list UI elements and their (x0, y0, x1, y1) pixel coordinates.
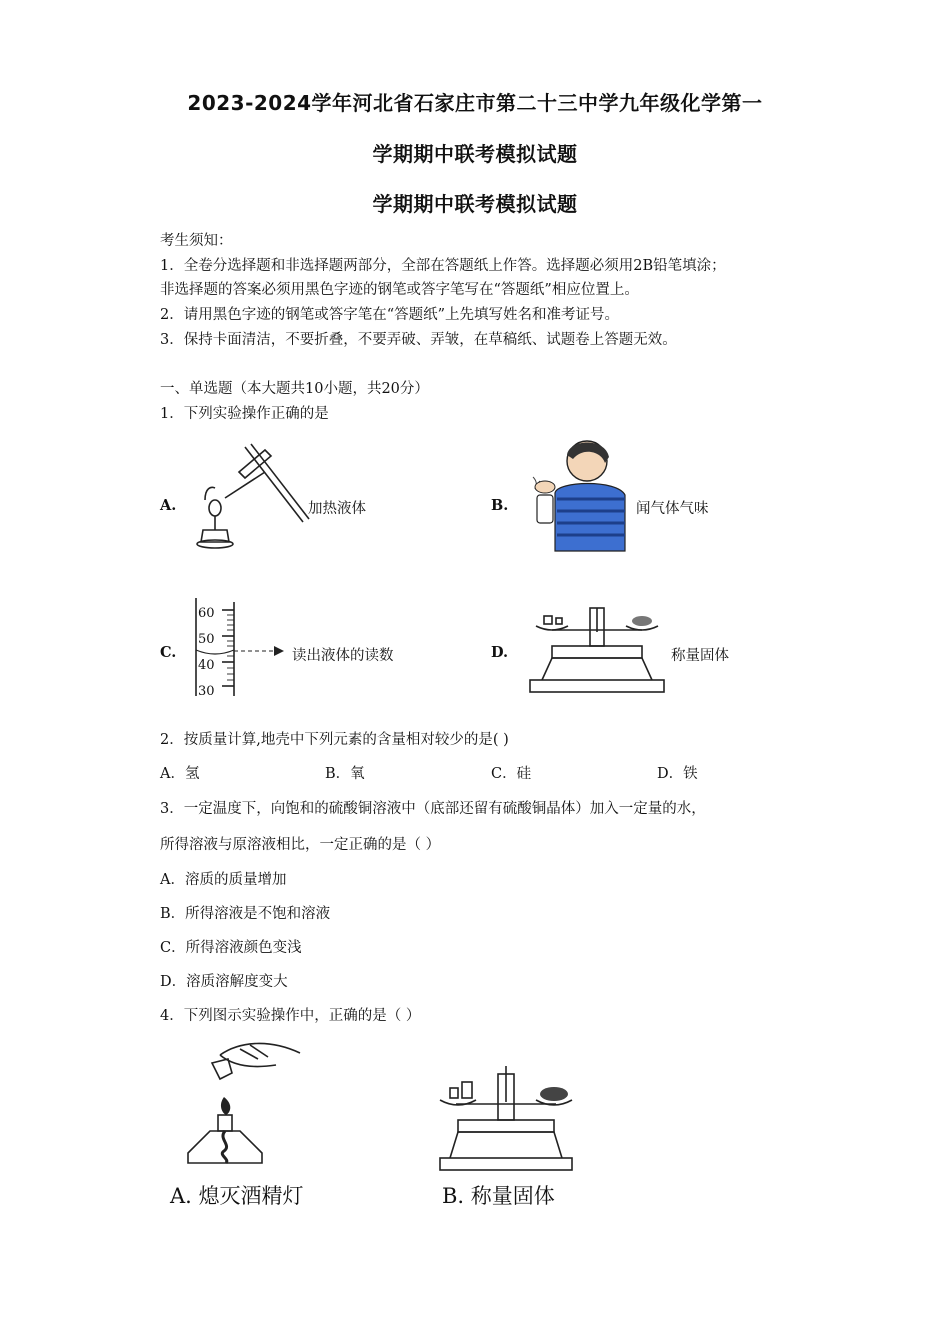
q1-option-d-letter[interactable]: D. (491, 644, 509, 661)
cylinder-tick: 60 (198, 606, 215, 621)
q2-option-b[interactable]: B．氧 (325, 766, 365, 782)
balance-weighing-illustration (436, 1066, 576, 1176)
cylinder-tick: 40 (198, 658, 215, 673)
q1-option-d-caption: 称量固体 (671, 648, 729, 664)
notice-item: 非选择题的答案必须用黑色字迹的钢笔或答字笔写在“答题纸”相应位置上。 (160, 282, 639, 298)
heating-liquid-illustration (185, 442, 315, 552)
q2-option-a[interactable]: A．氢 (160, 766, 200, 782)
q1-option-a-caption: 加热液体 (308, 501, 366, 517)
q1-option-a-letter[interactable]: A. (160, 497, 177, 514)
question-3-stem: 3．一定温度下，向饱和的硫酸铜溶液中（底部还留有硫酸铜晶体）加入一定量的水， (160, 801, 706, 817)
notice-item: 3．保持卡面清洁，不要折叠，不要弄破、弄皱，在草稿纸、试题卷上答题无效。 (160, 332, 677, 348)
question-4-stem: 4．下列图示实验操作中，正确的是（ ） (160, 1008, 421, 1024)
cylinder-tick: 50 (198, 632, 215, 647)
notice-heading: 考生须知： (160, 233, 233, 249)
q4-option-a-caption[interactable]: A. 熄灭酒精灯 (170, 1184, 304, 1208)
notice-item: 1．全卷分选择题和非选择题两部分，全部在答题纸上作答。选择题必须用2B铅笔填涂； (160, 258, 726, 274)
page-title-line-1: 2023-2024学年河北省石家庄市第二十三中学九年级化学第一 (187, 91, 763, 115)
page-title-line-3: 学期期中联考模拟试题 (372, 192, 578, 216)
section-heading: 一、单选题（本大题共10小题，共20分） (160, 381, 429, 397)
q3-option-a[interactable]: A．溶质的质量增加 (160, 872, 287, 888)
balance-scale-illustration (528, 602, 668, 697)
question-3-stem-continued: 所得溶液与原溶液相比，一定正确的是（ ） (160, 837, 441, 853)
notice-item: 2．请用黑色字迹的钢笔或答字笔在“答题纸”上先填写姓名和准考证号。 (160, 307, 620, 323)
q2-option-d[interactable]: D．铁 (657, 766, 698, 782)
q3-option-c[interactable]: C．所得溶液颜色变浅 (160, 940, 302, 956)
cylinder-tick: 30 (198, 684, 215, 699)
q3-option-d[interactable]: D．溶质溶解度变大 (160, 974, 288, 990)
page-title-line-2: 学期期中联考模拟试题 (372, 142, 578, 166)
q1-option-c-letter[interactable]: C. (160, 644, 177, 661)
q2-option-c[interactable]: C．硅 (491, 766, 532, 782)
q3-option-b[interactable]: B．所得溶液是不饱和溶液 (160, 906, 331, 922)
cylinder-tick-labels (198, 601, 215, 705)
smelling-gas-illustration (517, 433, 627, 553)
q4-option-b-caption[interactable]: B. 称量固体 (442, 1184, 555, 1208)
q1-option-c-caption: 读出液体的读数 (292, 648, 394, 664)
q1-option-b-caption: 闻气体气味 (636, 501, 709, 517)
question-2-stem: 2．按质量计算,地壳中下列元素的含量相对较少的是( ) (160, 732, 509, 748)
question-1-stem: 1．下列实验操作正确的是 (160, 406, 329, 422)
extinguish-alcohol-lamp-illustration (180, 1035, 310, 1175)
q1-option-b-letter[interactable]: B. (491, 497, 509, 514)
